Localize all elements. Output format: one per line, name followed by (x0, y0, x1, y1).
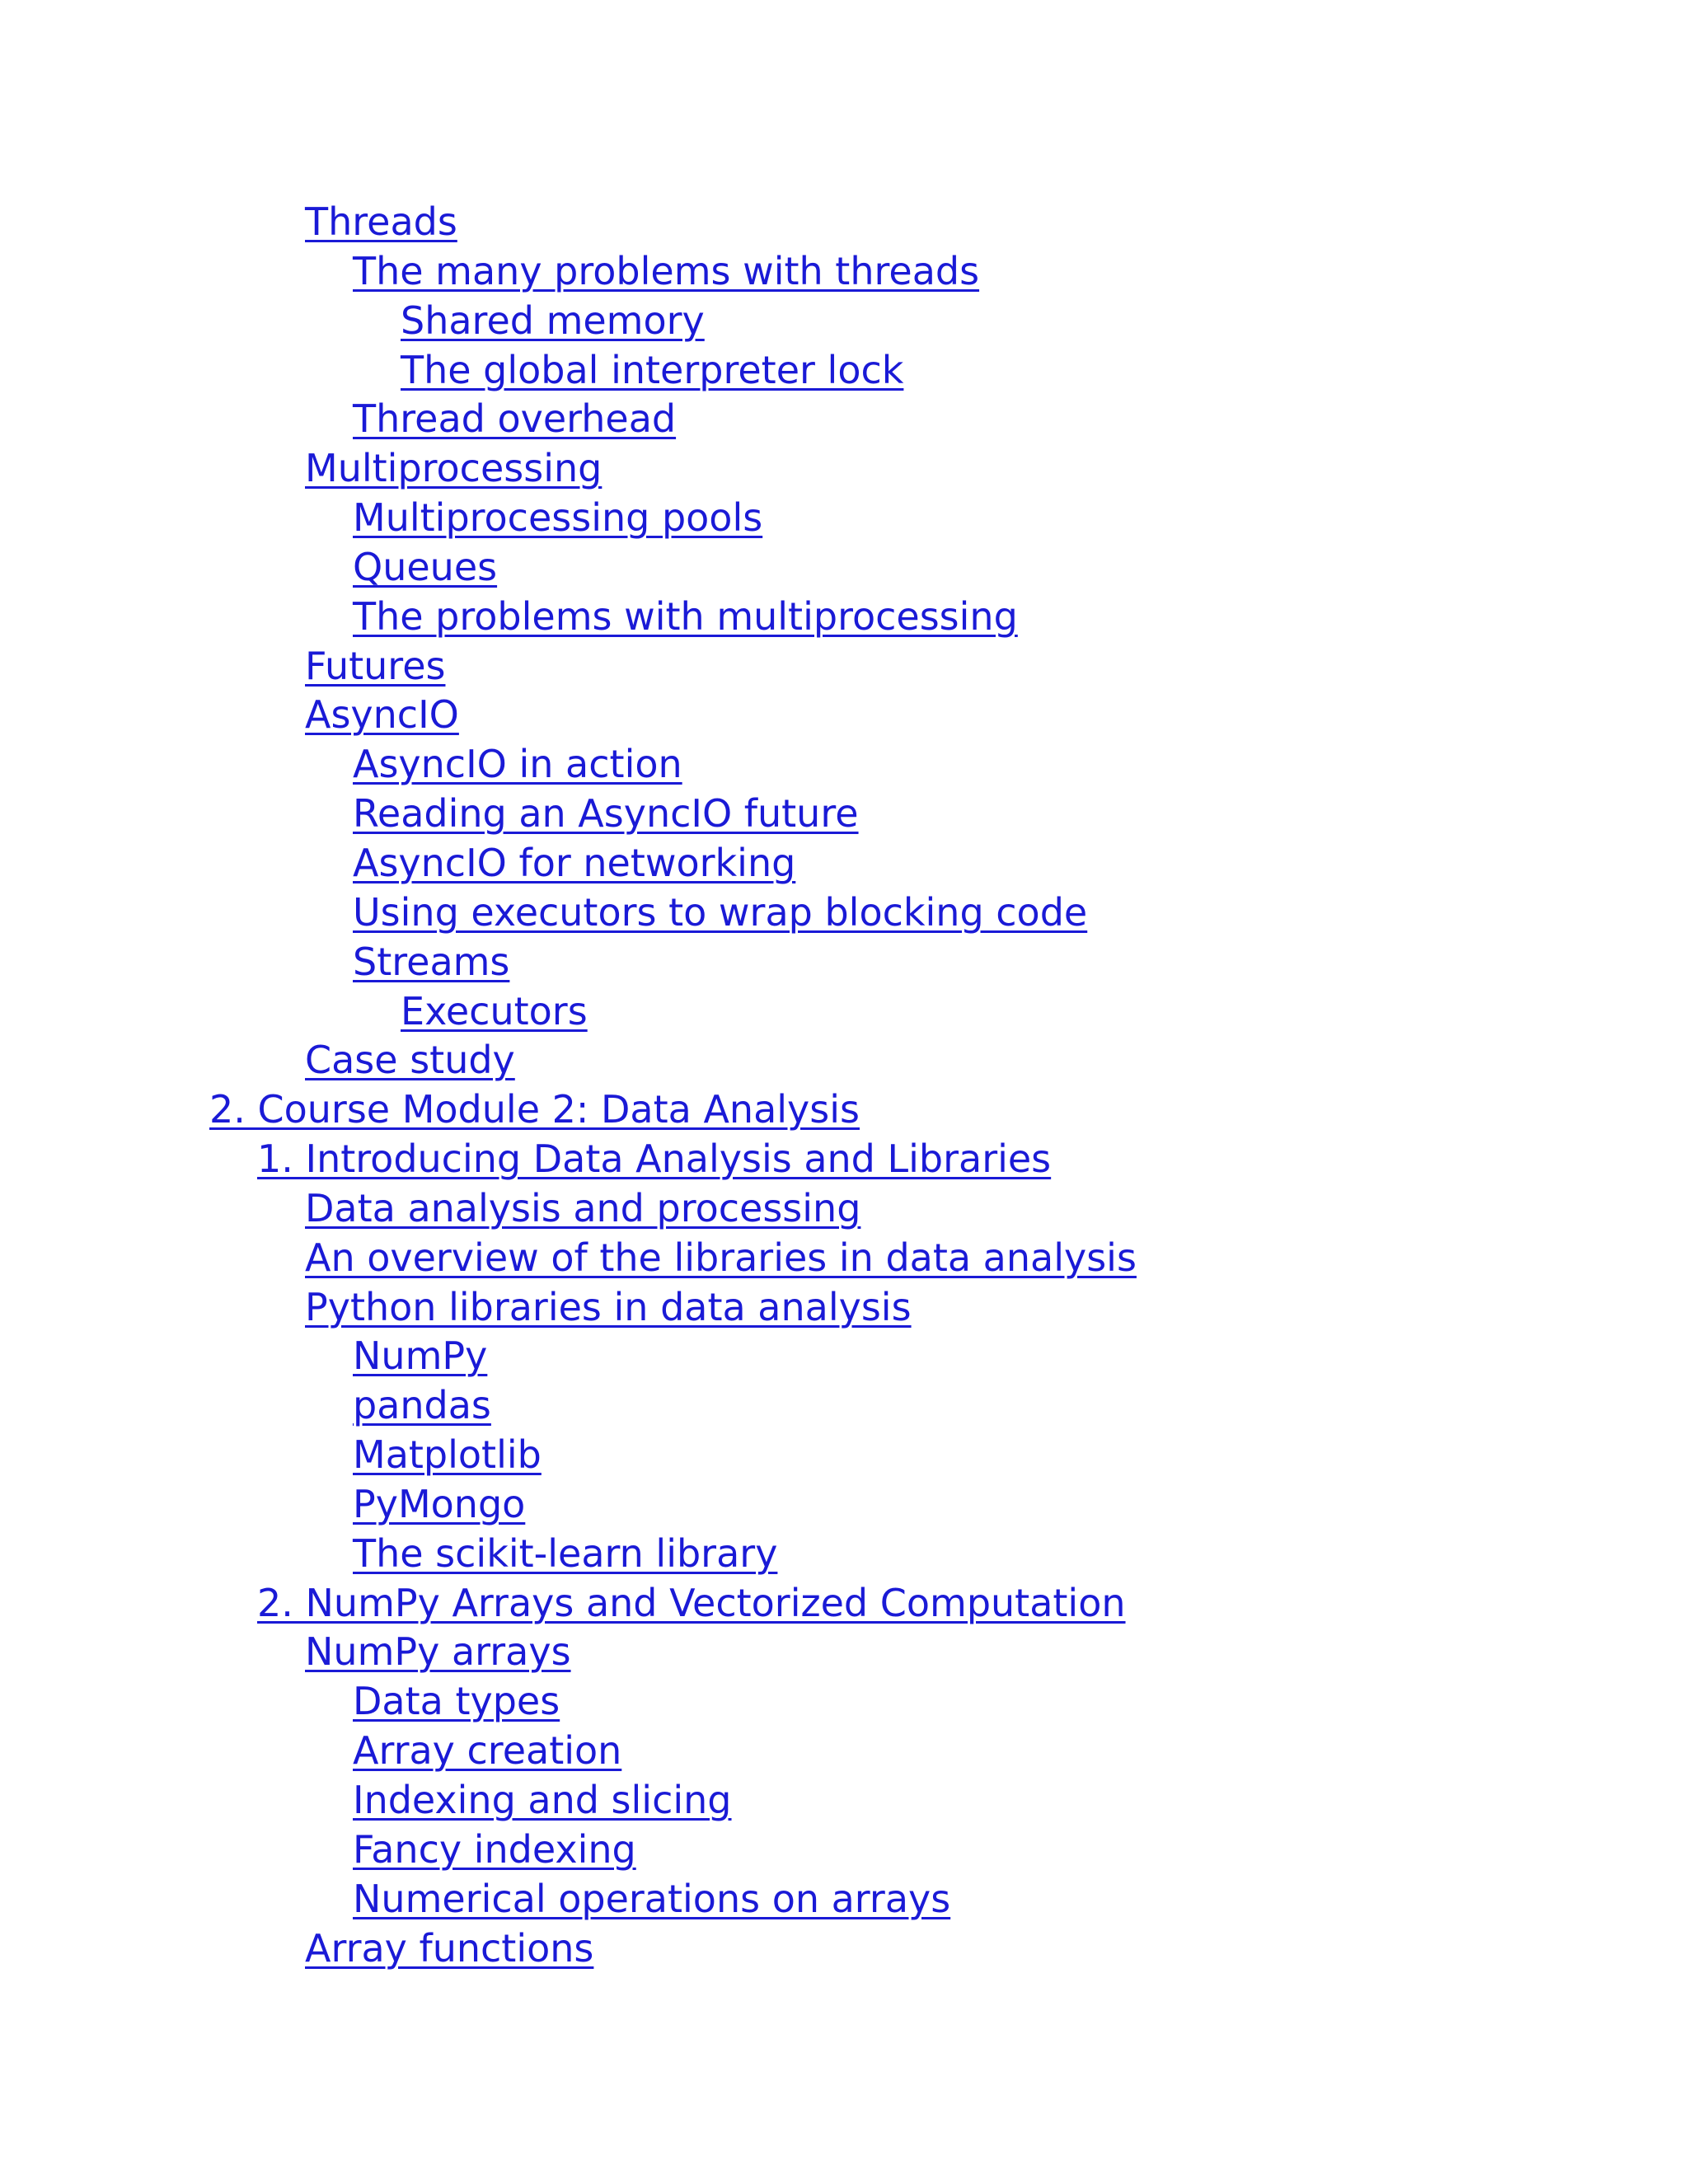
toc-link-problems-with-multiprocessing[interactable]: The problems with multiprocessing (353, 593, 1018, 639)
toc-link-numpy-arrays[interactable]: NumPy arrays (305, 1629, 571, 1675)
toc-link-libraries-overview[interactable]: An overview of the libraries in data analysis (305, 1235, 1137, 1280)
toc-link-introducing-data-analysis[interactable]: 1. Introducing Data Analysis and Libraries (257, 1137, 1052, 1182)
toc-link-executors[interactable]: Executors (401, 988, 588, 1033)
toc-link-multiprocessing-pools[interactable]: Multiprocessing pools (353, 495, 763, 541)
toc-link-many-problems-with-threads[interactable]: The many problems with threads (353, 248, 980, 293)
toc-link-matplotlib[interactable]: Matplotlib (353, 1432, 542, 1478)
toc-link-shared-memory[interactable]: Shared memory (401, 298, 705, 343)
toc-link-executors-wrap-blocking-code[interactable]: Using executors to wrap blocking code (353, 889, 1088, 935)
toc-link-course-module-2[interactable]: 2. Course Module 2: Data Analysis (209, 1087, 860, 1132)
toc-link-data-analysis-processing[interactable]: Data analysis and processing (305, 1185, 861, 1230)
toc-link-pandas[interactable]: pandas (353, 1383, 491, 1428)
toc-link-asyncio-for-networking[interactable]: AsyncIO for networking (353, 840, 796, 885)
toc-link-case-study[interactable]: Case study (305, 1038, 515, 1083)
toc-link-pymongo[interactable]: PyMongo (353, 1481, 526, 1526)
toc-link-futures[interactable]: Futures (305, 643, 446, 688)
toc-link-thread-overhead[interactable]: Thread overhead (353, 396, 677, 442)
table-of-contents (0, 198, 1688, 1973)
toc-link-scikit-learn[interactable]: The scikit-learn library (353, 1530, 778, 1576)
toc-link-indexing-slicing[interactable]: Indexing and slicing (353, 1778, 732, 1822)
toc-link-python-libraries[interactable]: Python libraries in data analysis (305, 1284, 912, 1329)
toc-link-reading-asyncio-future[interactable]: Reading an AsyncIO future (353, 791, 859, 837)
toc-link-array-functions[interactable]: Array functions (305, 1925, 594, 1971)
toc-link-data-types[interactable]: Data types (353, 1679, 560, 1724)
toc-link-numpy-arrays-vectorized[interactable]: 2. NumPy Arrays and Vectorized Computation (257, 1580, 1126, 1625)
toc-link-fancy-indexing[interactable]: Fancy indexing (353, 1826, 636, 1872)
toc-link-asyncio-in-action[interactable]: AsyncIO in action (353, 742, 682, 787)
toc-link-numerical-operations[interactable]: Numerical operations on arrays (353, 1876, 951, 1921)
toc-link-global-interpreter-lock[interactable]: The global interpreter lock (401, 347, 904, 392)
toc-link-numpy[interactable]: NumPy (353, 1333, 488, 1379)
toc-link-threads[interactable]: Threads (305, 199, 457, 244)
toc-link-asyncio[interactable]: AsyncIO (305, 692, 459, 738)
toc-link-streams[interactable]: Streams (353, 939, 510, 984)
toc-link-queues[interactable]: Queues (353, 544, 498, 589)
toc-link-multiprocessing[interactable]: Multiprocessing (305, 446, 603, 491)
toc-link-array-creation[interactable]: Array creation (353, 1728, 622, 1774)
